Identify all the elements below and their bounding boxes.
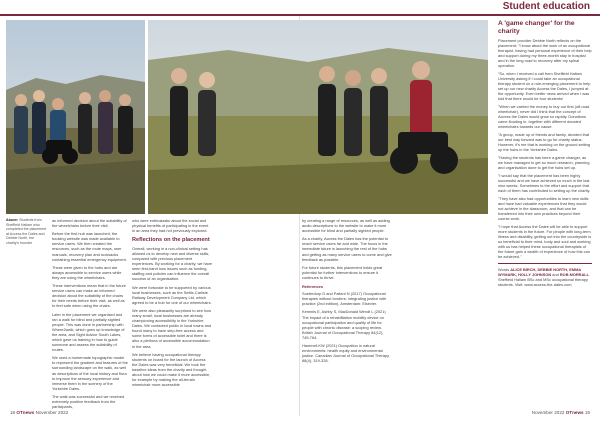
author-last: ROB MORRALL [559, 272, 590, 278]
author-credits: Words ALICE BIRCH, DEBBIE NORTH, EMMA WYMARK, HOLLY JOHNSON and ROB MORRALL. Sheffield Hallam BSc and MSc occupational therapy students. Visit: www.access-the-dales.com [498, 263, 592, 287]
header-rule [0, 14, 600, 16]
reference-item: Hammell KW (2021) Occupation in natural environments: health equity and environmental justice. Canadian Journal of Occupational Therapy 88(4), 319-328. [302, 342, 390, 364]
sidebar-paragraph: "So, when I received a call from Sheffield Hallam University asking if I could take an occupational therapy student on a role-emerging placement to help set up our new charity Access the Dales, I jumped at the opportunity. Even better news arrived when I was told that there would be four students! [498, 71, 591, 102]
column-b-paragraph: We believe having occupational therapy students on board for the launch of Access the Dales was very beneficial. We took the baseline ideas from the charity and thought about how we could make it more accessible, for example by making the all-terrain wheelchair more accessible [132, 351, 211, 388]
caption-label: Above: [6, 218, 19, 222]
footer-left [10, 410, 68, 415]
group-photo-right [148, 20, 488, 214]
reference-item: Kemmis E, Ashby S, MacDonald Wendt L (2021) The impact of a rehabilitation mobility device on occupational participation and quality of life for people with chronic disease: a scoping review. British Journal of Occupational Therapy 84(12), 745-764. [302, 309, 386, 340]
footer-right [532, 410, 590, 415]
magazine-name-left: OTnews [16, 410, 35, 415]
photo-caption [6, 218, 48, 246]
page-number-left: 18 [10, 410, 16, 415]
words-label: Words [498, 267, 510, 273]
column-a-paragraph: The walk was successful and we received extremely positive feedback from the participants, [52, 393, 125, 410]
column-a-paragraph: These were given to the hubs and are always accessible to service users while they are using the wheelchairs. [52, 264, 122, 280]
sidebar-paragraph: "I would say that the placement has been highly successful and we have achieved so much in the last nine weeks. Sometimes to the effort and support that each of them has contributed to setting up the charity. [498, 173, 591, 194]
sidebar-paragraph: Placement provider Debbie North reflects on the placement: "I know about the work of an occupational therapist, having had personal experience of their help and support during my three-month stay in hospital and in the long road to recovery after my spinal operation. [498, 38, 592, 69]
sidebar-paragraph: "When we carried the money to buy our first (off-road wheelchair), never did I think that the concept of Access the Dales would grow so rapidly. Donations came flooding in, together with different donated wheelchairs towards our cause. [498, 104, 590, 130]
magazine-name-right: OTnews [565, 410, 584, 415]
column-c-paragraph: by creating a range of resources, as well as adding audio descriptions to the website to make it more accessible for blind and partially sighted people. [302, 218, 390, 234]
sidebar-paragraph: "I hope that Access the Dales will be able to support more students in the future. For people with long-term illness and disability, getting out into the countryside is so beneficial to their mind, body and soul and working with us has helped these occupational therapists of the future gain a wealth of experience of how this can be achieved." [498, 224, 592, 260]
column-c-paragraph: As a charity, Access the Dales has the potential to reach service users far and wide. The focus in the immediate future is launching the rest of the hubs and getting as many service users to come and give feedback as possible. [302, 236, 392, 262]
column-b-intro: who were enthusiastic about the social and physical benefits of participating in the event in an area they had not previously explored. [132, 218, 209, 234]
column-b-paragraph: We were fortunate to be supported by various local businesses, such as the Settle-Carlisle Railway Development Company Ltd, which agreed to be a hub for one of our wheelchairs. [132, 284, 212, 305]
sidebar-panel [498, 20, 592, 287]
column-a-paragraph: We used a homemade topographic model to represent the gradient and features of the surrounding landscape on the walk, as well as descriptions of the local history and flora to improve the sensory experience and immerse them in the scenery of the Yorkshire Dales. [52, 355, 128, 391]
body-column-c [302, 218, 392, 366]
issue-date-left: November 2022 [35, 410, 69, 415]
reference-item: Soeterdorp D and Pallant N (2017) Occupational therapies without borders: integrating justice with practice (2nd edition). Amsterdam: Elsevier. [302, 291, 387, 307]
column-b-paragraph: We were also pleasantly surprised to see how many small, local businesses are already championing accessibility in the Yorkshire Dales. We contacted public in local towns and found many to have step-free access and some forms of accessible toilet and there is also a plethora of accessible accommodation in the area. [132, 307, 212, 349]
column-a-paragraph: Later in the placement we organised and ran a walk for blind and partially sighted people. This was done in partnership with Where2walk, which goes up knowledge of the area, and Sight Advice South Lakes, which gave us training in how to guide someone and assess the suitability of routes. [52, 311, 125, 353]
charity-website-link[interactable]: www.access-the-dales.com [524, 282, 572, 288]
sidebar-paragraph: "A group, made up of friends and family, decided that our best way forward was to go for charity status. However, it's me that is working on the ground setting up the hubs in the Yorkshire Dales. [498, 132, 591, 153]
column-a-paragraph: These interventions mean that in the future service users can make an informed decision about the suitability of the chairs for their needs before their visit, as well as to feel safe when using the chairs. [52, 283, 126, 309]
reflections-heading: Reflections on the placement [132, 237, 210, 244]
sidebar-heading: A 'game changer' for the charity [498, 20, 575, 35]
column-c-paragraph: For future students, this placement holds great potential for further interventions to ensure it continues to thrive. [302, 264, 383, 280]
authors-and: and [552, 272, 559, 278]
column-a-paragraph: an informed decision about the suitability of the wheelchairs before their visit. [52, 218, 127, 229]
section-title: Student education [502, 1, 590, 12]
group-photo-right-image [148, 20, 488, 214]
sidebar-paragraph: "Having the students has been a game changer, as we have managed to get so much research, planning and organisation done to get the hubs set up. [498, 155, 590, 171]
sidebar-paragraph: "They have also had opportunities to learn new skills and have had valuable experiences that they would not achieve in the classroom, and that can be transferred into their own practices beyond their course work. [498, 196, 589, 222]
page-number-right: 19 [584, 410, 590, 415]
references-heading: References [302, 284, 323, 290]
group-photo-left-image [6, 20, 145, 214]
author-names: ALICE BIRCH, DEBBIE NORTH, EMMA WYMARK, HOLLY JOHNSON [498, 267, 582, 278]
column-a-paragraph: Before the first hub was launched, the booking website was made available to service users. We then created the resources, such as the route maps, user manuals, recovery plan and rucksacks containing essential emergency equipment. [52, 231, 127, 262]
column-b-paragraph: Overall, working in a non-clinical setting has allowed us to develop new and diverse skills, compared with previous placement experiences. By working for a charity, we have seen first-hand how issues such as funding, staffing and policies can influence the overall success of an organisation. [132, 245, 212, 282]
authors-description: Sheffield Hallam BSc and MSc occupational therapy students. Visit: [498, 277, 588, 288]
caption-text: Students from Sheffield Hallam who completed the placement at Access the Dales and Debbie North, the charity's founder [6, 218, 47, 245]
group-photo-left [6, 20, 145, 214]
issue-date-right: November 2022 [531, 410, 565, 415]
body-column-b [132, 218, 212, 390]
body-column-a [52, 218, 128, 412]
